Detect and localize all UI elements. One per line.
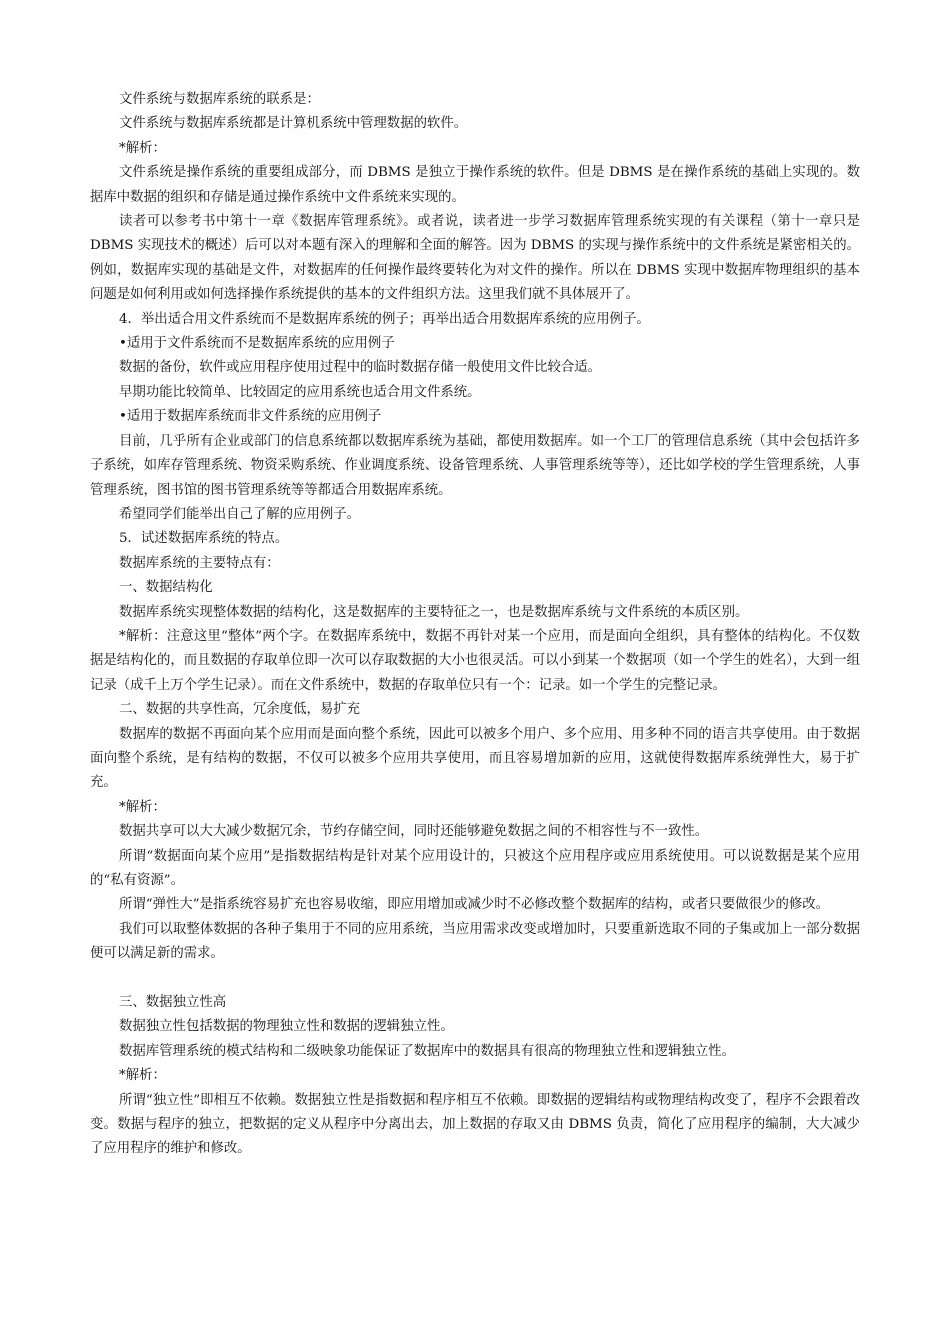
question-heading: 5．试述数据库系统的特点。 bbox=[119, 531, 289, 547]
paragraph: 文件系统是操作系统的重要组成部分，而 DBMS 是独立于操作系统的软件。但是 DBMS 是在操作系统的基础上实现的。数据库中数据的组织和存储是通过操作系统中文件系统来实现的。 bbox=[90, 165, 860, 205]
section-heading: 一、数据结构化 bbox=[119, 580, 213, 596]
paragraph: 数据库的数据不再面向某个应用而是面向整个系统，因此可以被多个用户、多个应用、用多种不同的语言共享使用。由于数据面向整个系统，是有结构的数据，不仅可以被多个应用共享使用，而且容易增加新的应用，这就使得数据库系统弹性大，易于扩充。 bbox=[90, 726, 860, 791]
paragraph: 早期功能比较简单、比较固定的应用系统也适合用文件系统。 bbox=[119, 384, 481, 400]
paragraph: 数据库系统的主要特点有： bbox=[119, 555, 280, 571]
paragraph: 文件系统与数据库系统都是计算机系统中管理数据的软件。 bbox=[119, 116, 468, 132]
paragraph: 数据库管理系统的模式结构和二级映象功能保证了数据库中的数据具有很高的物理独立性和逻辑独立性。 bbox=[119, 1043, 735, 1059]
paragraph: 所谓“数据面向某个应用”是指数据结构是针对某个应用设计的，只被这个应用程序或应用系统使用。可以说数据是某个应用的“私有资源”。 bbox=[90, 848, 860, 888]
paragraph: *解析： bbox=[119, 140, 166, 156]
bullet-item: •适用于文件系统而不是数据库系统的应用例子 bbox=[119, 336, 395, 352]
paragraph: 文件系统与数据库系统的联系是： bbox=[119, 92, 320, 107]
paragraph: 读者可以参考书中第十一章《数据库管理系统》。或者说，读者进一步学习数据库管理系统实现的有关课程（第十一章只是 DBMS 实现技术的概述）后可以对本题有深入的理解和全面的解答。因为 DBMS 的实现与操作系统中的文件系统是紧密相关的。例如，数据库实现的基础是文件，对数据库的任何操作最终要转化为对文件的操作。所以在 DBMS 实现中数据库物理组织的基本问题是如何利用或如何选择操作系统提供的基本的文件组织方法。这里我们就不具体展开了。 bbox=[90, 214, 860, 303]
paragraph: 数据独立性包括数据的物理独立性和数据的逻辑独立性。 bbox=[119, 1019, 454, 1035]
bullet-item: •适用于数据库系统而非文件系统的应用例子 bbox=[119, 409, 382, 425]
paragraph: 目前，几乎所有企业或部门的信息系统都以数据库系统为基础，都使用数据库。如一个工厂的管理信息系统（其中会包括许多子系统，如库存管理系统、物资采购系统、作业调度系统、设备管理系统、人事管理系统等等），还比如学校的学生管理系统，人事管理系统，图书馆的图书管理系统等等都适合用数据库系统。 bbox=[90, 433, 860, 498]
paragraph: 数据共享可以大大减少数据冗余，节约存储空间，同时还能够避免数据之间的不相容性与不一致性。 bbox=[119, 824, 709, 840]
paragraph: 所谓“弹性大”是指系统容易扩充也容易收缩，即应用增加或减少时不必修改整个数据库的结构，或者只要做很少的修改。 bbox=[119, 897, 829, 913]
paragraph: 数据的备份，软件或应用程序使用过程中的临时数据存储一般使用文件比较合适。 bbox=[119, 360, 602, 376]
paragraph: 数据库系统实现整体数据的结构化，这是数据库的主要特征之一，也是数据库系统与文件系统的本质区别。 bbox=[119, 604, 749, 620]
paragraph: 所谓“独立性”即相互不依赖。数据独立性是指数据和程序相互不依赖。即数据的逻辑结构或物理结构改变了，程序不会跟着改变。数据与程序的独立，把数据的定义从程序中分离出去，加上数据的存取又由 DBMS 负责，简化了应用程序的编制，大大减少了应用程序的维护和修改。 bbox=[90, 1092, 860, 1157]
blank-line bbox=[90, 967, 860, 991]
question-heading: 4．举出适合用文件系统而不是数据库系统的例子；再举出适合用数据库系统的应用例子。 bbox=[119, 311, 650, 327]
paragraph: 我们可以取整体数据的各种子集用于不同的应用系统，当应用需求改变或增加时，只要重新选取不同的子集或加上一部分数据便可以满足新的需求。 bbox=[90, 921, 860, 962]
section-heading: 三、数据独立性高 bbox=[119, 995, 227, 1011]
paragraph: *解析： bbox=[119, 799, 166, 815]
paragraph: *解析：注意这里“整体”两个字。在数据库系统中，数据不再针对某一个应用，而是面向全组织，具有整体的结构化。不仅数据是结构化的，而且数据的存取单位即一次可以存取数据的大小也很灵活。可以小到某一个数据项（如一个学生的姓名），大到一组记录（成千上万个学生记录）。而在文件系统中，数据的存取单位只有一个：记录。如一个学生的完整记录。 bbox=[90, 628, 860, 693]
section-heading: 二、数据的共享性高，冗余度低，易扩充 bbox=[119, 702, 361, 718]
document-page bbox=[90, 88, 860, 1162]
paragraph: 希望同学们能举出自己了解的应用例子。 bbox=[119, 506, 361, 522]
paragraph: *解析： bbox=[119, 1068, 166, 1084]
